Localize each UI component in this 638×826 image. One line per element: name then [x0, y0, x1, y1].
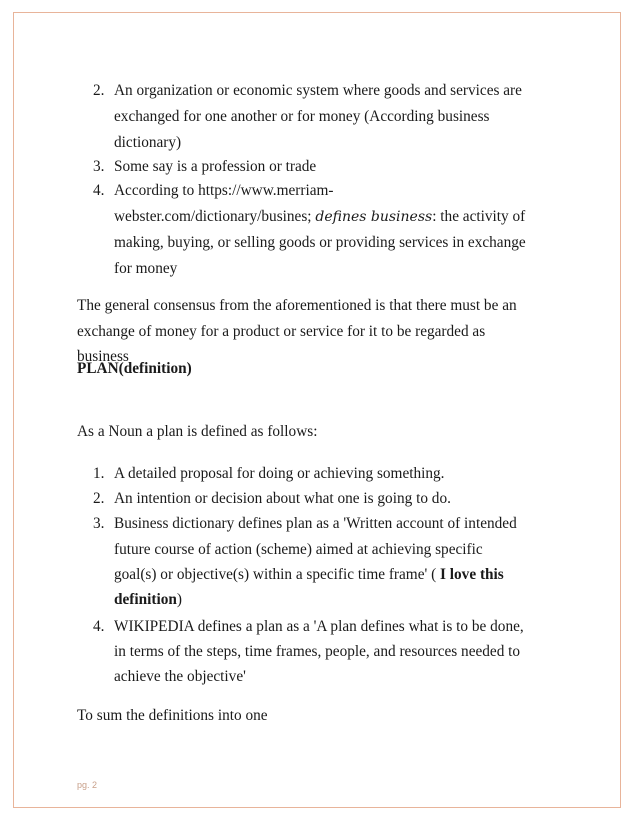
closing-paren: ) — [176, 591, 183, 608]
list-text: A detailed proposal for doing or achieving something. — [114, 465, 445, 482]
page-number: pg. 2 — [77, 780, 98, 790]
list-text — [114, 565, 504, 585]
list-text: future course of action (scheme) aimed at achieving specific — [114, 541, 483, 558]
list-text: According to https://www.merriam- — [114, 182, 334, 199]
list-number: 1. — [93, 465, 105, 482]
intro-text: As a Noun a plan is defined as follows: — [77, 423, 318, 440]
bold-remark: definition — [114, 591, 177, 608]
quote-text: goal(s) or objective(s) within a specific time frame' ( — [114, 566, 440, 583]
list-number: 2. — [93, 490, 105, 507]
paragraph-line: exchange of money for a product or service for it to be regarded as — [77, 323, 486, 340]
list-number: 2. — [93, 82, 105, 99]
definition-text: : the activity of — [432, 208, 526, 225]
paragraph-line: business — [77, 348, 129, 365]
list-text: in terms of the steps, time frames, people, and resources needed to — [114, 643, 521, 660]
url-text: webster.com/dictionary/busines; — [114, 208, 316, 225]
list-number: 4. — [93, 182, 105, 199]
italic-term: defines business — [315, 209, 433, 225]
bold-remark: I love this — [440, 566, 504, 583]
summary-text: To sum the definitions into one — [77, 707, 268, 724]
list-text: Some say is a profession or trade — [114, 158, 317, 175]
paragraph-line: The general consensus from the aforementioned is that there must be an — [77, 297, 517, 314]
list-number: 3. — [93, 158, 105, 175]
list-text: dictionary) — [114, 134, 182, 151]
list-text — [114, 207, 525, 227]
section-heading: PLAN(definition) — [77, 360, 192, 377]
list-text: making, buying, or selling goods or providing services in exchange — [114, 234, 526, 251]
list-text: for money — [114, 260, 178, 277]
list-number: 3. — [93, 515, 105, 532]
list-text — [114, 590, 182, 610]
list-text: WIKIPEDIA defines a plan as a 'A plan defines what is to be done, — [114, 618, 524, 635]
list-text: An intention or decision about what one is going to do. — [114, 490, 451, 507]
list-text: An organization or economic system where goods and services are — [114, 82, 522, 99]
list-number: 4. — [93, 618, 105, 635]
list-text: achieve the objective' — [114, 668, 246, 685]
list-text: Business dictionary defines plan as a 'Written account of intended — [114, 515, 517, 532]
list-text: exchanged for one another or for money (According business — [114, 108, 490, 125]
